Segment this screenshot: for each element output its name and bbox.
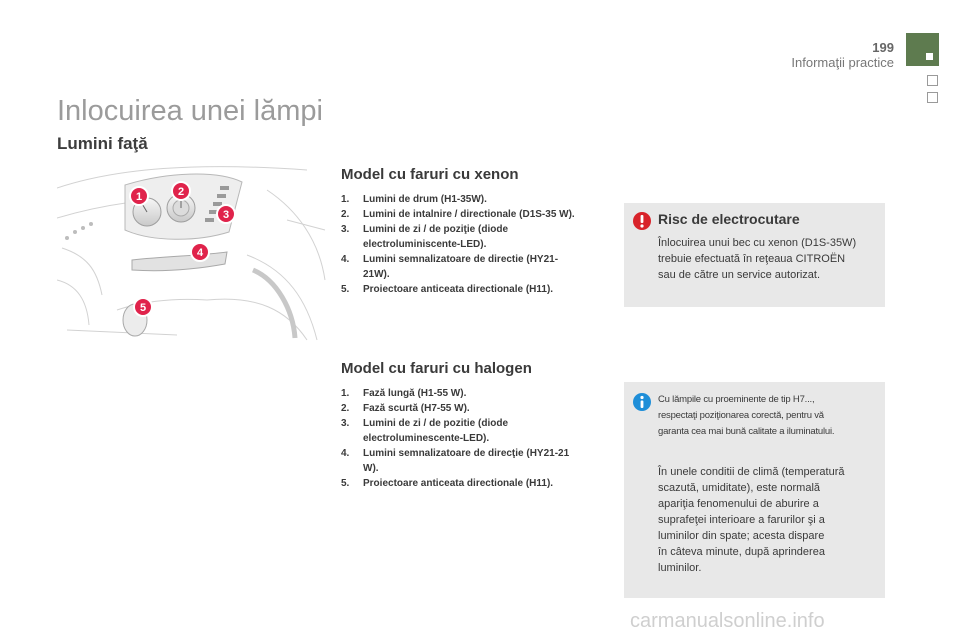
list-item: 3. Lumini de zi / de pozitie (diode electroluminescente-LED). [341, 418, 508, 444]
warning-text: Înlocuirea unui bec cu xenon (D1S-35W) trebuie efectuată în reţeaua CITROËN sau de către un service autorizat. [658, 237, 857, 281]
headlamp-illustration [57, 160, 327, 342]
page-number: 199 [872, 40, 894, 55]
headlamp-diagram [57, 160, 327, 342]
callout-1 [130, 187, 148, 205]
list-item: 5. Proiectoare anticeata directionale (H11). [341, 478, 554, 489]
tab-square-icon [927, 92, 938, 103]
electrocution-warning-box [624, 203, 885, 307]
tab-marker-icon [926, 53, 933, 60]
warning-title: Risc de electrocutare [658, 211, 800, 227]
callout-3-label: 3 [222, 209, 230, 221]
page-subtitle: Lumini faţă [57, 134, 148, 153]
tab-square-icon [927, 75, 938, 86]
info-box [624, 382, 885, 598]
list-item: 3. Lumini de zi / de poziţie (diode electroluminiscente-LED). [341, 224, 508, 250]
halogen-bulb-list [341, 386, 576, 491]
list-item: 4. Lumini semnalizatoare de directie (HY21-21W). [341, 254, 559, 280]
list-item: 2. Fază scurtă (H7-55 W). [341, 403, 470, 414]
callout-3 [217, 205, 235, 223]
callout-4-label: 4 [196, 247, 204, 259]
bulb-positioning-note: Cu lămpile cu proeminente de tip H7..., respectaţi poziţionarea corectă, pentru vă garanta cea mai bună calitate a iluminatului. [658, 394, 835, 437]
callout-2-label: 2 [177, 186, 185, 198]
xenon-section [341, 166, 576, 297]
halogen-heading: Model cu faruri cu halogen [341, 360, 532, 377]
list-item: 5. Proiectoare anticeata directionale (H11). [341, 284, 554, 295]
section-label: Informaţii practice [791, 55, 894, 70]
halogen-section [341, 360, 576, 491]
list-item: 1. Fază lungă (H1-55 W). [341, 388, 467, 399]
xenon-heading: Model cu faruri cu xenon [341, 166, 519, 183]
list-item: 4. Lumini semnalizatoare de direcţie (HY21-21 W). [341, 448, 570, 474]
condensation-note: În unele conditii de climă (temperatură scazută, umiditate), este normală apariţia fenomenului de aburire a suprafeţei interioare a farurilor şi a luminilor din spate; acesta dispare în câteva minute, după aprinderea luminilor. [658, 466, 845, 574]
callout-4 [191, 243, 209, 261]
watermark: carmanualsonline.info [630, 610, 825, 632]
section-tab [906, 33, 939, 66]
callout-5 [134, 298, 152, 316]
info-icon [632, 392, 652, 417]
warning-icon [632, 211, 652, 236]
callout-5-label: 5 [139, 302, 147, 314]
list-item: 2. Lumini de intalnire / directionale (D1S-35 W). [341, 209, 575, 220]
page-title: Inlocuirea unei lămpi [57, 95, 323, 127]
xenon-bulb-list [341, 192, 576, 297]
callout-1-label: 1 [135, 191, 143, 203]
list-item: 1. Lumini de drum (H1-35W). [341, 194, 487, 205]
callout-2 [172, 182, 190, 200]
